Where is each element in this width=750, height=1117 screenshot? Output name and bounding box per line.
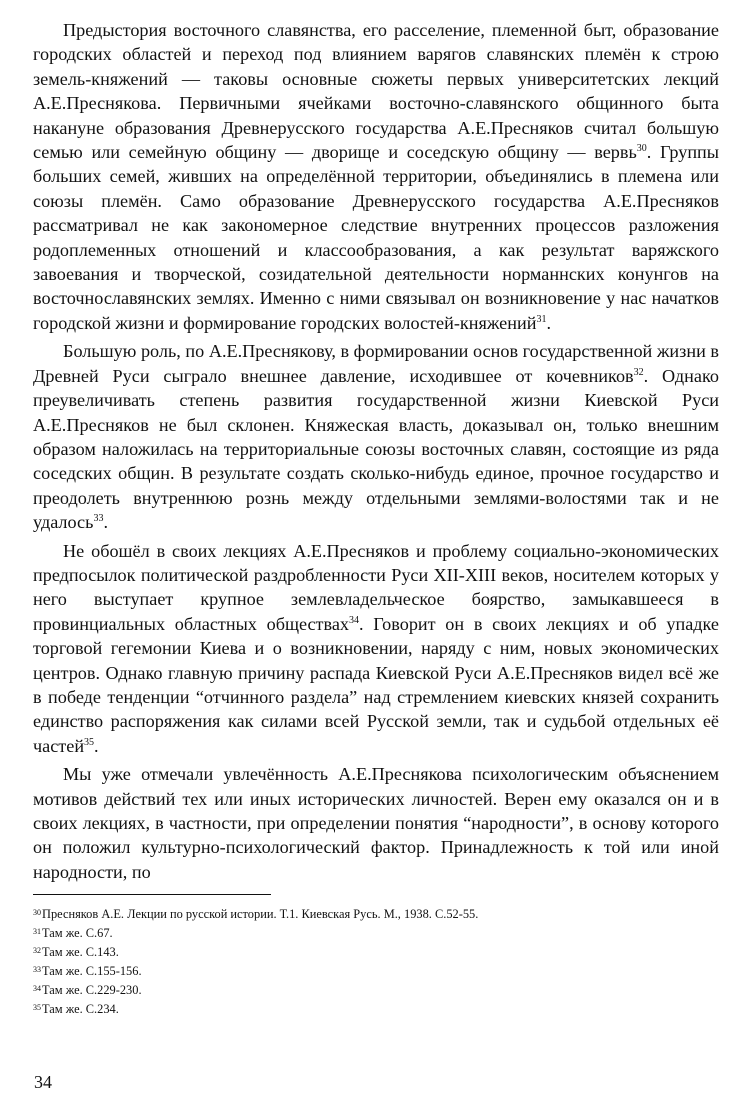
footnote-text: Там же. С.155-156. [42,964,142,979]
footnote-31 [33,924,719,943]
footnote-34 [33,981,719,1000]
paragraph-1 [33,18,719,335]
paragraph-text: Предыстория восточного славянства, его расселение, племенной быт, образование городских областей и переход под влиянием варягов славянских племён к строю земель-княжений — таковы основные сюжеты первых университетских лекций А.Е.Преснякова. Первичными ячейками восточно-славянского общинного быта накануне образования Древнерусского государства А.Е.Пресняков считал большую семью или семейную общину — дворище и соседскую общину — вервь [33,20,719,163]
paragraph-text: . Однако преувеличивать степень развития государственной жизни Киевской Руси А.Е.Пресняков не был склонен. Княжеская власть, доказывал он, только внешним образом наложилась на территориальные союзы восточных славян, состоящие из ряда соседских общин. В результате создать сколько-нибудь единое, прочное государство и преодолеть внутреннюю рознь между отдельными землями-волостями так и не удалось [33,365,719,533]
footnote-ref-32[interactable]: 32 [633,366,644,378]
footnote-text: Там же. С.143. [42,945,119,960]
footnote-number: 35 [33,1003,41,1013]
footnote-text: Там же. С.67. [42,926,113,941]
paragraph-4 [33,762,719,884]
page-body [33,18,719,1019]
footnote-text: Там же. С.234. [42,1002,119,1017]
footnote-30 [33,905,719,924]
paragraph-text: Мы уже отмечали увлечённость А.Е.Преснякова психологическим объяснением мотивов действий тех или иных исторических личностей. Верен ему оказался он и в своих лекциях, в частности, при определении понятия “народности”, в основу которого он положил культурно-психологический фактор. Принадлежность к той или иной народности, по [33,764,719,882]
footnote-number: 34 [33,984,41,994]
footnote-text: Там же. С.229-230. [42,983,142,998]
footnote-33 [33,962,719,981]
footnote-number: 33 [33,965,41,975]
footnote-divider [33,894,271,895]
footnote-32 [33,943,719,962]
paragraph-text: . [103,512,108,533]
footnote-ref-31[interactable]: 31 [536,313,547,325]
footnote-number: 31 [33,927,41,937]
footnote-ref-35[interactable]: 35 [84,736,95,748]
footnotes [33,905,719,1019]
footnote-ref-30[interactable]: 30 [636,142,647,154]
paragraph-2 [33,339,719,534]
paragraph-3 [33,539,719,759]
footnote-text: Пресняков А.Е. Лекции по русской истории. Т.1. Киевская Русь. М., 1938. С.52-55. [42,907,479,922]
paragraph-text: Большую роль, по А.Е.Преснякову, в формировании основ государственной жизни в Древней Руси сыграло внешнее давление, исходившее от кочевников [33,341,719,386]
footnote-number: 32 [33,946,41,956]
footnote-number: 30 [33,908,41,918]
paragraph-text: Не обошёл в своих лекциях А.Е.Пресняков и проблему социально-экономических предпосылок политической раздробленности Руси XII-XIII веков, носителем которых у него выступает крупное землевладельческое боярство, замыкавшееся в провинциальных областных обществах [33,540,719,634]
footnote-ref-33[interactable]: 33 [93,513,104,525]
paragraph-text: . [94,735,99,756]
paragraph-text: . Говорит он в своих лекциях и об упадке торговой гегемонии Киева и о возникновении, наряду с ним, новых экономических центров. Однако главную причину распада Киевской Руси А.Е.Пресняков видел всё же в победе тенденции “отчинного раздела” над стремлением киевских князей сохранить единство распоряжения как силами всей Русской земли, так и судьбой отдельных её частей [33,613,719,756]
page-number: 34 [34,1072,52,1092]
paragraph-text: . [546,312,551,333]
footnote-ref-34[interactable]: 34 [349,614,360,626]
footnote-35 [33,1000,719,1019]
paragraph-text: . Группы больших семей, живших на определённой территории, объединялись в племена или союзы племён. Само образование Древнерусского государства А.Е.Пресняков рассматривал не как закономерное следствие внутренних процессов разложения родоплеменных отношений и классообразования, а как результат варяжского завоевания и творческой, созидательной деятельности норманнских конунгов на восточнославянских землях. Именно с ними связывал он возникновение у нас начатков городской жизни и формирование городских волостей-княжений [33,142,719,333]
